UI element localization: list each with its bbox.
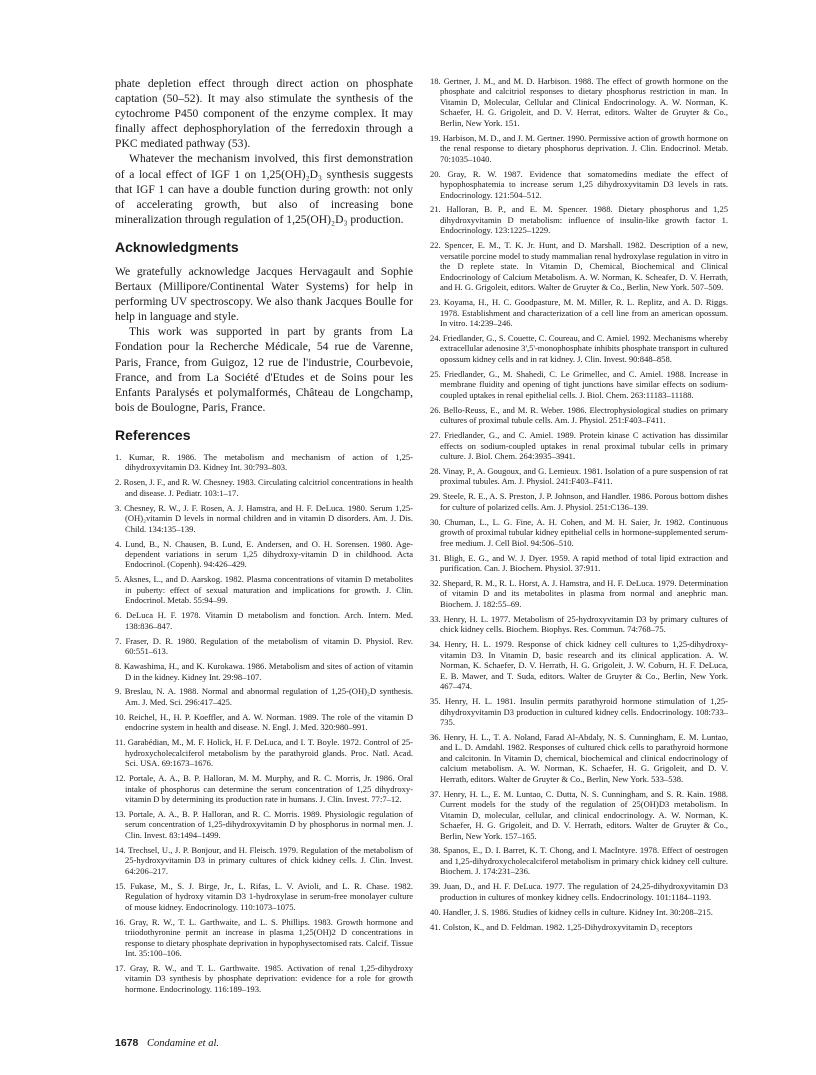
- body-paragraph-2: Whatever the mechanism involved, this first demonstration of a local effect of IGF 1 on 1,25(OH)₂D₃ synthesis suggests that IGF 1 can have a double function during growth: not only of accelerating growth, but also of increasing bone mineralization through regulation of 1,25(OH)₂D₃ production.: [115, 152, 413, 226]
- references-heading: References: [115, 426, 191, 443]
- reference-item: 38. Spanos, E., D. I. Barret, K. T. Chong, and I. MacIntyre. 1978. Effect of oestrogen and 1,25-dihydroxycholecalciferol metabolism in primary chick kidney cell culture. Biochem. J. 174:231–236.: [430, 845, 728, 877]
- reference-item: 26. Bello-Reuss, E., and M. R. Weber. 1986. Electrophysiological studies on primary cultures of proximal tubule cells. Am. J. Physiol. 251:F403–F411.: [430, 404, 728, 426]
- body-paragraph-1: phate depletion effect through direct action on phosphate captation (50–52). It may also stimulate the synthesis of the cytochrome P450 component of the enzyme complex. It may finally affect dephosphorylation of the ferredoxin through a PKC mediated pathway (53).: [115, 77, 413, 151]
- reference-item: 30. Chuman, L., L. G. Fine, A. H. Cohen, and M. H. Saier, Jr. 1982. Continuous growth of proximal tubular kidney epithelial cells in hormone-supplemented serum-free medium. J. Cell Biol. 94:506–510.: [430, 516, 728, 548]
- reference-item: 2. Rosen, J. F., and R. W. Chesney. 1983. Circulating calcitriol concentrations in health and disease. J. Pediatr. 103:1–17.: [115, 477, 413, 498]
- reference-item: 41. Colston, K., and D. Feldman. 1982. 1,25-Dihydroxyvitamin D₃ receptors: [430, 921, 693, 932]
- reference-item: 7. Fraser, D. R. 1980. Regulation of the metabolism of vitamin D. Physiol. Rev. 60:551–613.: [115, 635, 413, 657]
- reference-item: 20. Gray, R. W. 1987. Evidence that somatomedins mediate the effect of hypophosphatemia to increase serum 1,25 dihydroxyvitamin D3 levels in rats. Endocrinology. 121:504–512.: [430, 168, 728, 200]
- acknowledgments-paragraph-1: We gratefully acknowledge Jacques Hervagault and Sophie Bertaux (Millipore/Continental Water Systems) for help in performing UV spectroscopy. We also thank Jacques Boulle for help in language and style.: [115, 264, 413, 324]
- reference-item: 39. Juan, D., and H. F. DeLuca. 1977. The regulation of 24,25-dihydroxyvitamin D3 production in cultures of monkey kidney cells. Endocrinology. 101:1184–1193.: [430, 881, 728, 902]
- reference-item: 40. Handler, J. S. 1986. Studies of kidney cells in culture. Kidney Int. 30:208–215.: [430, 906, 713, 917]
- right-column: [430, 76, 728, 937]
- reference-item: 4. Lund, B., N. Chausen, B. Lund, E. Andersen, and O. H. Sorensen. 1980. Age-dependent variations in serum 1,25 dihydroxy-vitamin D in childhood. Acta Endocrinol. (Copenh). 94:426–429.: [115, 538, 413, 570]
- reference-item: 8. Kawashima, H., and K. Kurokawa. 1986. Metabolism and sites of action of vitamin D in the kidney. Kidney Int. 29:98–107.: [115, 661, 413, 682]
- reference-item: 35. Henry, H. L. 1981. Insulin permits parathyroid hormone stimulation of 1,25-dihydroxyvitamin D3 production in cultured kidney cells. Endocrinology. 108:733–735.: [430, 696, 728, 727]
- acknowledgments-paragraph-2: This work was supported in part by grants from La Fondation pour la Recherche Médicale, 54 rue de Varenne, Paris, France, from Guigoz, 12 rue de l'industrie, Courbevoie, France, and from La Société d'Etudes et de Soins pour les Enfants Paralysés et polymalformés, Château de Longchamp, bois de Boulogne, Paris, France.: [115, 325, 413, 414]
- reference-item: 24. Friedlander, G., S. Couette, C. Coureau, and C. Amiel. 1992. Mechanisms whereby extracellular adenosine 3',5'-monophosphate inhibits phosphate transport in cultured opossum kidney cells and in rat kidney. J. Clin. Invest. 90:848–858.: [430, 332, 728, 364]
- reference-item: 9. Breslau, N. A. 1988. Normal and abnormal regulation of 1,25-(OH)₂D synthesis. Am. J. Med. Sci. 296:417–425.: [115, 686, 413, 707]
- references-list-left: [115, 452, 413, 994]
- reference-item: 18. Gertner, J. M., and M. D. Harbison. 1988. The effect of growth hormone on the phosphate and calcitriol responses to dietary phosphorus restriction in man. In Vitamin D, Molecular, Cellular and Clinical Endocrinology. A. W. Norman, K. Schaefer, H. G. Grigoleit, and D. V. Herrat, editors. Walter de Gruyter & Co., Berlin, New York. 151.: [430, 76, 728, 128]
- page-footer: [115, 1037, 219, 1050]
- reference-item: 6. DeLuca H. F. 1978. Vitamin D metabolism and fonction. Arch. Intern. Med. 138:836–847.: [115, 610, 413, 631]
- reference-item: 10. Reichel, H., H. P. Koeffler, and A. W. Norman. 1989. The role of the vitamin D endocrine system in health and disease. N. Engl. J. Med. 320:980–991.: [115, 711, 413, 733]
- reference-item: 15. Fukase, M., S. J. Birge, Jr., L. Rifas, L. V. Avioli, and L. R. Chase. 1982. Regulation of hydroxy vitamin D3 1-hydroxylase in serum-free monolayer culture of mouse kidney. Endocrinology. 110:1073–1075.: [115, 880, 413, 912]
- reference-item: 22. Spencer, E. M., T. K. Jr. Hunt, and D. Marshall. 1982. Description of a new, versatile porcine model to study mammalian renal hydroxylase regulation in vitro in the D replete state. In Vitamin D, Chemical, Biochemical and Clinical Endocrinology of Calcium Metabolism. A. W. Norman, K. Scheafer, D. V. Herrath, and H. G. Grigoleit, editors. Walter de Gruyter & Co., Berlin, New York. 507–509.: [430, 240, 728, 293]
- reference-item: 5. Aksnes, L., and D. Aarskog. 1982. Plasma concentrations of vitamin D metabolites in puberty: effect of sexual maturation and implications for growth. J. Clin. Endocrinol. Metab. 55:94–99.: [115, 574, 413, 606]
- reference-item: 31. Bligh, E. G., and W. J. Dyer. 1959. A rapid method of total lipid extraction and purification. Can. J. Biochem. Physiol. 37:911.: [430, 552, 728, 574]
- reference-item: 32. Shepard, R. M., R. L. Horst, A. J. Hamstra, and H. F. DeLuca. 1979. Determination of vitamin D and its metabolites in plasma from normal and anephric man. Biochem. J. 182:55–69.: [430, 578, 728, 609]
- reference-item: 17. Gray, R. W., and T. L. Garthwaite. 1985. Activation of renal 1,25-dihydroxy vitamin D3 synthesis by phosphate deprivation: evidence for a role for growth hormone. Endocrinology. 116:189–193.: [115, 962, 413, 994]
- acknowledgments-heading: Acknowledgments: [115, 238, 239, 255]
- reference-item: 33. Henry, H. L. 1977. Metabolism of 25-hydroxyvitamin D3 by primary cultures of chick kidney cells. Biochem. Biophys. Res. Commun. 74:768–75.: [430, 613, 728, 635]
- reference-item: 27. Friedlander, G., and C. Amiel. 1989. Protein kinase C activation has dissimilar effects on sodium-coupled uptakes in renal proximal tubular cells in primary culture. J. Biol. Chem. 264:3935–3941.: [430, 430, 728, 461]
- reference-item: 14. Trechsel, U., J. P. Bonjour, and H. Fleisch. 1979. Regulation of the metabolism of 25-hydroxyvitamin D3 in primary cultures of chick kidney cells. J. Clin. Invest. 64:206–217.: [115, 844, 413, 876]
- reference-item: 16. Gray, R. W., T. L. Garthwaite, and L. S. Phillips. 1983. Growth hormone and triiodothyronine permit an increase in plasma 1,25(OH)2 D concentrations in response to dietary phosphate deprivation in hypophysectomised rats. Calcif. Tissue Int. 35:100–106.: [115, 916, 413, 958]
- reference-item: 34. Henry, H. L. 1979. Response of chick kidney cell cultures to 1,25-dihydroxy-vitamin D3. In Vitamin D, basic research and its clinical application. A. W. Norman, K. Schaefer, D. V. Herrath, H. G. Grigoleit, J. W. Coburn, H. F. DeLuca, E. B. Mawer, and T. Suda, editors. Walter de Gruyter & Co., Berlin, New York. 467–474.: [430, 639, 728, 692]
- reference-item: 3. Chesney, R. W., J. F. Rosen, A. J. Hamstra, and H. F. DeLuca. 1980. Serum 1,25-(OH)₂vitamin D levels in normal children and in vitamin D disorders. Am. J. Dis. Child. 134:135–139.: [115, 502, 413, 534]
- running-authors: Condamine et al.: [146, 1038, 220, 1049]
- reference-item: 29. Steele, R. E., A. S. Preston, J. P. Johnson, and Handler. 1986. Porous bottom dishes for culture of polarized cells. Am. J. Physiol. 251:C136–139.: [430, 491, 728, 512]
- reference-item: 23. Koyama, H., H. C. Goodpasture, M. M. Miller, R. L. Replitz, and A. D. Riggs. 1978. Establishment and characterization of a cell line from an american opossum. In vitro. 14:239–246.: [430, 297, 728, 329]
- reference-item: 12. Portale, A. A., B. P. Halloran, M. M. Murphy, and R. C. Morris, Jr. 1986. Oral intake of phosphorus can determine the serum concentration of 1,25 dihydroxy-vitamin D by determining its production rate in humans. J. Clin. Invest. 77:7–12.: [115, 773, 413, 805]
- left-column: [115, 76, 413, 999]
- reference-item: 28. Vinay, P., A. Gougoux, and G. Lemieux. 1981. Isolation of a pure suspension of rat proximal tubules. Am. J. Physiol. 241:F403–F411.: [430, 465, 728, 487]
- reference-item: 25. Friedlander, G., M. Shahedi, C. Le Grimellec, and C. Amiel. 1988. Increase in membrane fluidity and opening of tight junctions have similar effects on sodium-coupled uptakes in renal epithelial cells. J. Biol. Chem. 263:11183–11188.: [430, 368, 728, 400]
- reference-item: 36. Henry, H. L., T. A. Noland, Farad Al-Abdaly, N. S. Cunningham, E. M. Luntao, and L. D. Amdahl. 1982. Responses of cultured chick cells to parathyroid hormone and calcitonin. In Vitamin D, chemical, biochemical and clinical endocrinology of calcium metabolism. A. W. Norman, K. Schaefer, H. G. Grigoleit, and D. V. Herrath, editors. Walter de Gruyter & Co., Berlin, New York. 533–538.: [430, 731, 728, 784]
- page-number: 1678: [115, 1037, 139, 1049]
- reference-item: 11. Garabédian, M., M. F. Holick, H. F. DeLuca, and I. T. Boyle. 1972. Control of 25-hydroxycholecalciferol metabolism by the parathyroid glands. Proc. Natl. Acad. Sci. USA. 69:1673–1676.: [115, 737, 413, 769]
- reference-item: 19. Harbison, M. D., and J. M. Gertner. 1990. Permissive action of growth hormone on the renal response to dietary phosphorus deprivation. J. Clin. Endocrinol. Metab. 70:1035–1040.: [430, 132, 728, 164]
- reference-item: 21. Halloran, B. P., and E. M. Spencer. 1988. Dietary phosphorus and 1,25 dihydroxyvitamin D metabolism: influence of insulin-like growth factor 1. Endocrinology. 123:1225–1229.: [430, 204, 728, 236]
- reference-item: 1. Kumar, R. 1986. The metabolism and mechanism of action of 1,25-dihydroxyvitamin D3. Kidney Int. 30:793–803.: [115, 451, 413, 473]
- reference-item: 13. Portale, A. A., B. P. Halloran, and R. C. Morris. 1989. Physiologic regulation of serum concentration of 1,25-dihydroxyvitamin D by phosphorus in normal men. J. Clin. Invest. 83:1494–1499.: [115, 809, 413, 840]
- reference-item: 37. Henry, H. L., E. M. Luntao, C. Dutta, N. S. Cunningham, and S. R. Kain. 1988. Current models for the study of the regulation of 25(OH)D3 metabolism. In Vitamin D, molecular, cellular, and clinical endocrinology. A. W. Norman, K. Schaefer, H. G. Grigoleit, and D. V. Herrath, editors. Walter de Gruyter & Co., Berlin, New York. 157–165.: [430, 788, 728, 841]
- references-list-right: [430, 76, 728, 932]
